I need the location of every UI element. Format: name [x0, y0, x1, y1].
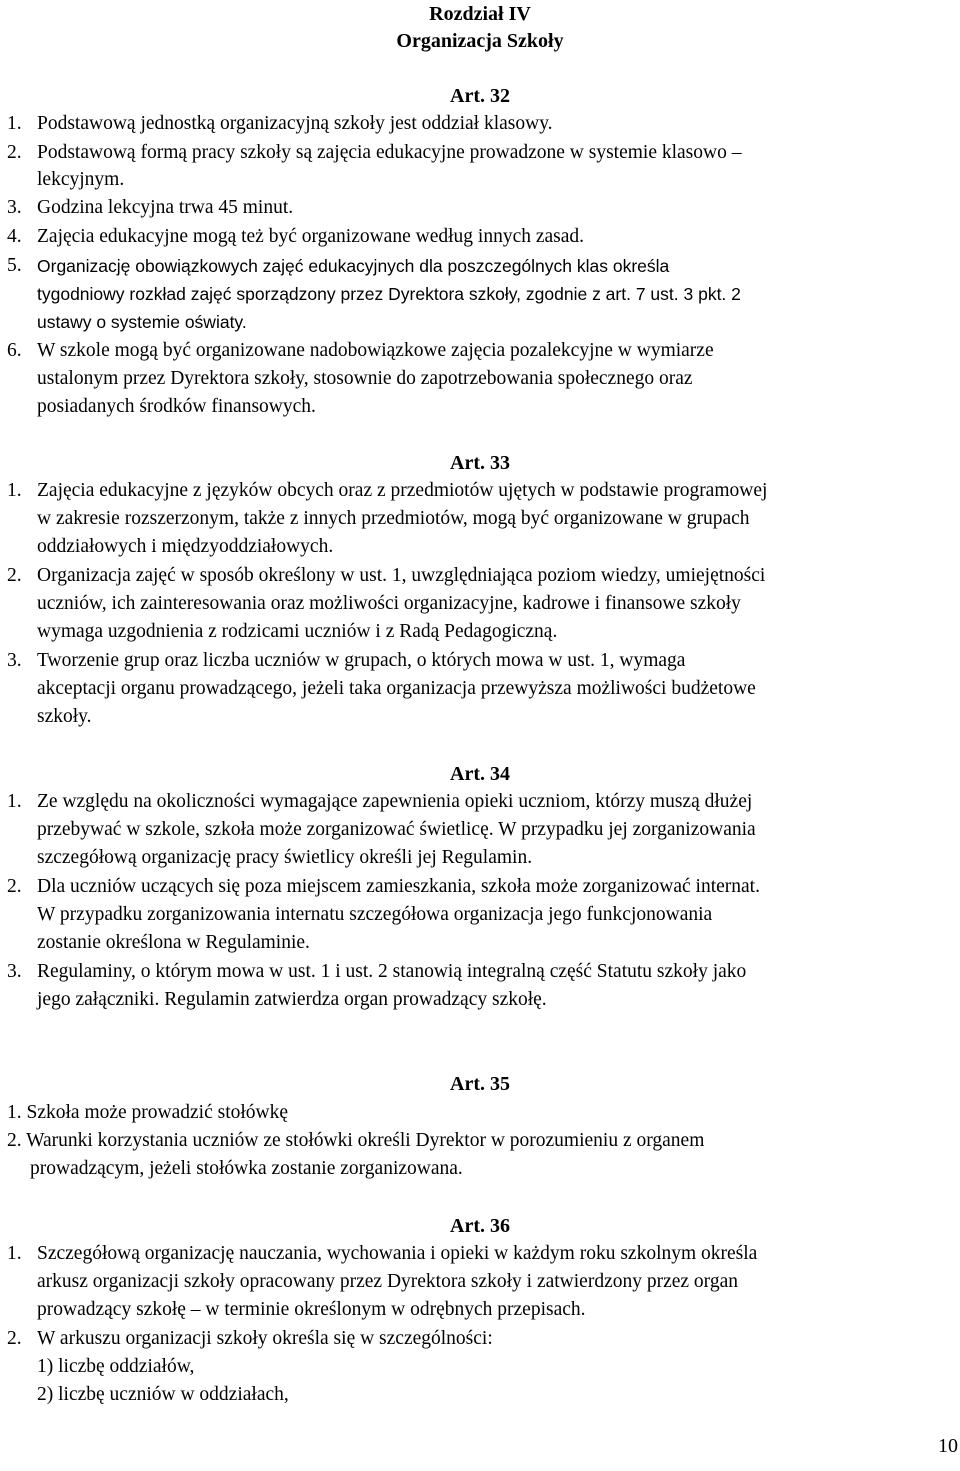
- art-33-heading: Art. 33: [450, 452, 510, 474]
- art-32-p5-number: 5.: [7, 255, 22, 276]
- art-32-p1-number: 1.: [7, 113, 22, 134]
- art-33-p1-number: 1.: [7, 480, 22, 501]
- art-34-p1-line: przebywać w szkole, szkoła może zorganizować świetlicę. W przypadku jej zorganizowania: [37, 819, 756, 840]
- art-35-p2-line: 2. Warunki korzystania uczniów ze stołówki określi Dyrektor w porozumieniu z organem: [7, 1130, 705, 1151]
- art-35-heading: Art. 35: [450, 1073, 510, 1095]
- art-32-p6-line: W szkole mogą być organizowane nadobowiązkowe zajęcia pozalekcyjne w wymiarze: [37, 340, 714, 361]
- art-32-p6-line: posiadanych środków finansowych.: [37, 396, 316, 417]
- art-32-p2-line: Podstawową formą pracy szkoły są zajęcia edukacyjne prowadzone w systemie klasowo –: [37, 142, 742, 163]
- art-34-heading: Art. 34: [450, 763, 510, 785]
- art-32-p2-line: lekcyjnym.: [37, 169, 125, 190]
- art-33-p2-line: uczniów, ich zainteresowania oraz możliwości organizacyjne, kadrowe i finansowe szkoły: [37, 593, 741, 614]
- art-32-p3-line: Godzina lekcyjna trwa 45 minut.: [37, 197, 294, 218]
- art-36-p2-line: W arkuszu organizacji szkoły określa się w szczególności:: [37, 1328, 493, 1349]
- art-34-p3-line: jego załączniki. Regulamin zatwierdza organ prowadzący szkołę.: [37, 989, 547, 1010]
- chapter-title: Rozdział IV: [429, 3, 531, 25]
- art-35-p1-line: 1. Szkoła może prowadzić stołówkę: [7, 1102, 289, 1123]
- art-35-p2-line: prowadzącym, jeżeli stołówka zostanie zorganizowana.: [30, 1158, 463, 1179]
- chapter-subtitle: Organizacja Szkoły: [396, 30, 564, 52]
- art-32-p4-line: Zajęcia edukacyjne mogą też być organizowane według innych zasad.: [37, 226, 585, 247]
- art-34-p2-line: zostanie określona w Regulaminie.: [37, 932, 310, 953]
- art-33-p2-line: wymaga uzgodnienia z rodzicami uczniów i z Radą Pedagogiczną.: [37, 621, 558, 642]
- page-number: 10: [938, 1435, 958, 1457]
- art-32-p5-line: ustawy o systemie oświaty.: [37, 312, 247, 332]
- art-32-p6-line: ustalonym przez Dyrektora szkoły, stosownie do zapotrzebowania społecznego oraz: [37, 368, 693, 389]
- art-34-p3-line: Regulaminy, o którym mowa w ust. 1 i ust. 2 stanowią integralną część Statutu szkoły jako: [37, 961, 747, 982]
- art-33-p2-number: 2.: [7, 565, 22, 586]
- art-33-p3-number: 3.: [7, 650, 22, 671]
- art-32-p3-number: 3.: [7, 197, 22, 218]
- art-34-p3-number: 3.: [7, 961, 22, 982]
- art-33-p3-line: szkoły.: [37, 706, 92, 727]
- art-34-p1-number: 1.: [7, 791, 22, 812]
- art-32-p1-line: Podstawową jednostką organizacyjną szkoły jest oddział klasowy.: [37, 113, 553, 134]
- art-34-p2-line: Dla uczniów uczących się poza miejscem zamieszkania, szkoła może zorganizować internat.: [37, 876, 760, 897]
- art-34-p1-line: Ze względu na okoliczności wymagające zapewnienia opieki uczniom, którzy muszą dłużej: [37, 791, 753, 812]
- art-34-p1-line: szczegółową organizację pracy świetlicy określi jej Regulamin.: [37, 847, 533, 868]
- art-34-p2-number: 2.: [7, 876, 22, 897]
- art-36-sub-item: 1) liczbę oddziałów,: [37, 1356, 195, 1377]
- art-33-p1-line: oddziałowych i międzyoddziałowych.: [37, 536, 334, 557]
- art-32-p2-number: 2.: [7, 142, 22, 163]
- art-33-p1-line: w zakresie rozszerzonym, także z innych przedmiotów, mogą być organizowane w grupach: [37, 508, 750, 529]
- art-32-p5-line: tygodniowy rozkład zajęć sporządzony przez Dyrektora szkoły, zgodnie z art. 7 ust. 3 pkt. 2: [37, 284, 741, 304]
- art-36-heading: Art. 36: [450, 1215, 510, 1237]
- art-36-p1-line: prowadzący szkołę – w terminie określonym w odrębnych przepisach.: [37, 1299, 586, 1320]
- art-32-heading: Art. 32: [450, 85, 510, 107]
- art-33-p2-line: Organizacja zajęć w sposób określony w ust. 1, uwzględniająca poziom wiedzy, umiejętności: [37, 565, 766, 586]
- art-32-p4-number: 4.: [7, 226, 22, 247]
- art-36-p1-line: Szczegółową organizację nauczania, wychowania i opieki w każdym roku szkolnym określa: [37, 1243, 758, 1264]
- art-33-p3-line: Tworzenie grup oraz liczba uczniów w grupach, o których mowa w ust. 1, wymaga: [37, 650, 686, 671]
- art-36-p1-line: arkusz organizacji szkoły opracowany przez Dyrektora szkoły i zatwierdzony przez organ: [37, 1271, 738, 1292]
- art-34-p2-line: W przypadku zorganizowania internatu szczegółowa organizacja jego funkcjonowania: [37, 904, 713, 925]
- art-36-p1-number: 1.: [7, 1243, 22, 1264]
- art-32-p5-line: Organizację obowiązkowych zajęć edukacyjnych dla poszczególnych klas określa: [37, 256, 670, 276]
- art-33-p1-line: Zajęcia edukacyjne z języków obcych oraz z przedmiotów ujętych w podstawie programowej: [37, 480, 768, 501]
- art-36-p2-number: 2.: [7, 1328, 22, 1349]
- art-32-p6-number: 6.: [7, 340, 22, 361]
- art-36-sub-item: 2) liczbę uczniów w oddziałach,: [37, 1384, 289, 1405]
- art-33-p3-line: akceptacji organu prowadzącego, jeżeli taka organizacja przewyższa możliwości budżetowe: [37, 678, 756, 699]
